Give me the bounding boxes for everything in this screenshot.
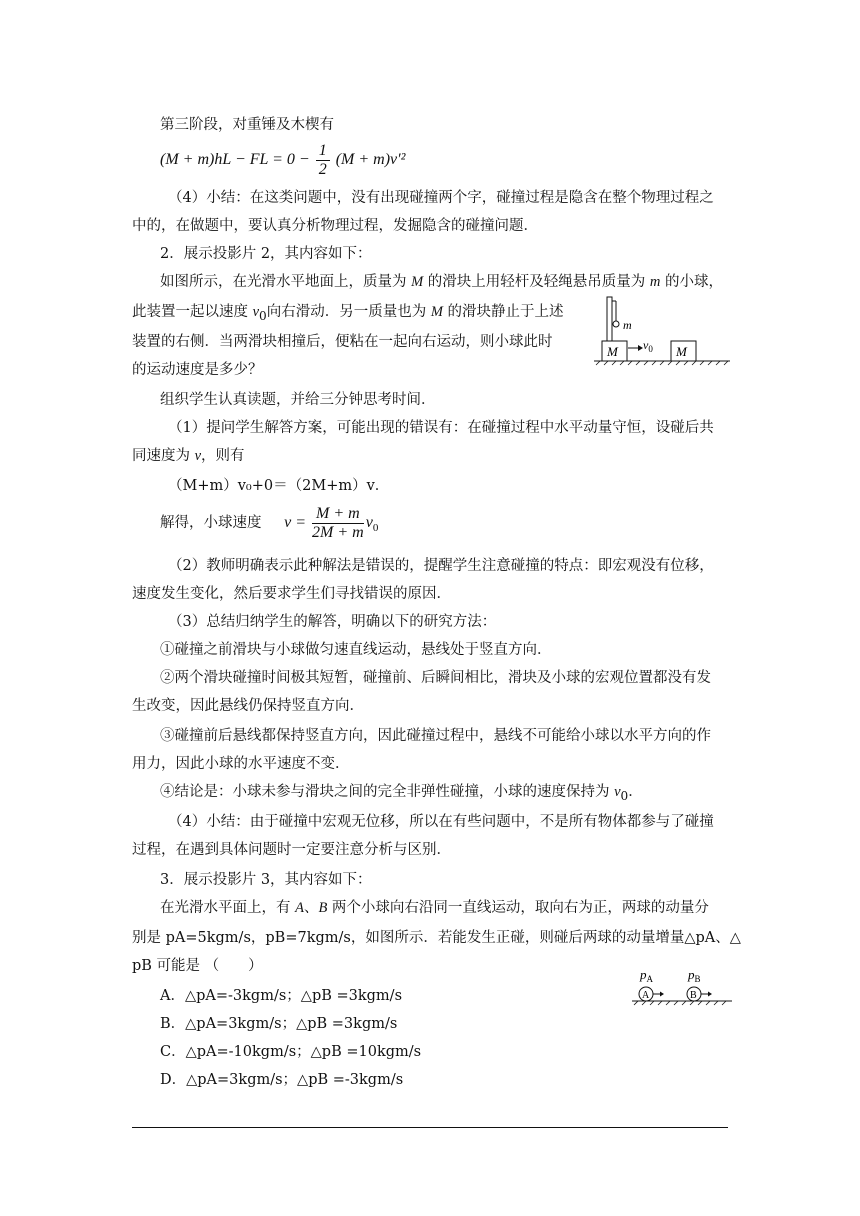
fraction-denominator: 2M + m [312, 523, 364, 541]
fraction-numerator: M + m [312, 505, 364, 524]
list-item: 生改变，因此悬线仍保持竖直方向． [132, 698, 364, 714]
ground-hatch [634, 1001, 726, 1005]
label-m: m [623, 318, 632, 332]
sliders-diagram [592, 295, 732, 373]
symbol-B: B [318, 900, 328, 916]
label-M-left: M [607, 344, 618, 359]
option-b: B．△pA=3kgm/s；△pB =3kgm/s [160, 1016, 398, 1032]
label-v0: $v_0$ [643, 338, 653, 354]
equation-lhs: (M + m)hL − FL = 0 − [160, 151, 310, 168]
paragraph: 第三阶段，对重锤及木楔有 [160, 117, 334, 133]
symbol-m: m [649, 274, 661, 290]
symbol-v: v [614, 784, 621, 800]
text-run: ④结论是：小球未参与滑块之间的完全非弹性碰撞，小球的速度保持为 [160, 784, 615, 800]
text-run: 向右滑动．另一质量也为 [266, 304, 431, 320]
rod [607, 297, 612, 341]
text-run: 如图所示，在光滑水平地面上，质量为 [160, 274, 412, 290]
text-run: 在光滑水平面上，有 [160, 900, 296, 916]
equation-speed [284, 504, 379, 541]
paragraph: （4）小结：在这类问题中，没有出现碰撞两个字，碰撞过程是隐含在整个物理过程之 [168, 190, 714, 206]
fraction-numerator: 1 [316, 142, 330, 161]
label-pB: $p_B$ [688, 967, 701, 984]
paragraph [160, 272, 723, 292]
paragraph: （4）小结：由于碰撞中宏观无位移，所以在有些问题中，不是所有物体都参与了碰撞 [168, 814, 714, 830]
paragraph: （3）总结归纳学生的解答，明确以下的研究方法： [168, 614, 497, 630]
option-a: A．△pA=-3kgm/s；△pB =3kgm/s [160, 988, 403, 1004]
fraction [316, 142, 330, 179]
arrow-b-head [708, 992, 712, 997]
subscript: 0 [620, 788, 629, 803]
equation-energy [160, 140, 405, 180]
paragraph [132, 446, 245, 466]
text-run: 的小球， [660, 274, 724, 290]
arrow-a-head [660, 992, 664, 997]
paragraph [132, 302, 564, 326]
label-M-right: M [676, 344, 687, 359]
paragraph: 2．展示投影片 2，其内容如下： [160, 246, 372, 262]
list-item: ③碰撞前后悬线都保持竖直方向，因此碰撞过程中，悬线不可能给小球以水平方向的作 [160, 728, 711, 744]
text-run: 的滑块静止于上述 [442, 304, 564, 320]
text-run: 解得，小球速度 [160, 515, 262, 531]
option-c: C．△pA=-10kgm/s；△pB =10kgm/s [160, 1044, 422, 1060]
paragraph [160, 898, 709, 918]
fraction-denominator: 2 [318, 160, 327, 178]
list-item: ②两个滑块碰撞时间极其短暂，碰撞前、后瞬间相比，滑块及小球的宏观位置都没有发 [160, 670, 711, 686]
paragraph: pB 可能是 （ ） [132, 958, 263, 974]
ball-b-label: B [690, 990, 697, 1001]
text-run: ，则有 [201, 448, 245, 464]
symbol-M: M [430, 304, 443, 320]
list-item [160, 782, 643, 806]
balls-diagram [630, 966, 734, 1012]
paragraph: （1）提问学生解答方案，可能出现的错误有：在碰撞过程中水平动量守恒，设碰后共 [168, 420, 714, 436]
solution-line [160, 503, 378, 543]
paragraph: （2）教师明确表示此种解法是错误的，提醒学生注意碰撞的特点：即宏观没有位移， [168, 558, 714, 574]
paragraph: 装置的右侧．当两滑块相撞后，便粘在一起向右运动，则小球此时 [132, 334, 553, 350]
equation-momentum: （M+m）v₀+0＝（2M+m）v． [168, 478, 390, 494]
list-item: 用力，因此小球的水平速度不变． [132, 756, 350, 772]
footer-rule [132, 1127, 728, 1128]
paragraph: 中的，在做题中，要认真分析物理过程，发掘隐含的碰撞问题． [132, 218, 538, 234]
equation-lhs: v = [284, 514, 307, 531]
option-d: D．△pA=3kgm/s；△pB =-3kgm/s [160, 1072, 404, 1088]
paragraph: 的运动速度是多少？ [132, 362, 263, 378]
paragraph: 过程，在遇到具体问题时一定要注意分析与区别． [132, 842, 451, 858]
text-run: 、 [303, 900, 319, 916]
symbol-M: M [411, 274, 424, 290]
paragraph: 速度发生变化，然后要求学生们寻找错误的原因． [132, 586, 451, 602]
paragraph: 别是 pA=5kgm/s，pB=7kgm/s，如图所示．若能发生正碰，则碰后两球的动量增量△pA、△ [132, 930, 741, 946]
paragraph: 组织学生认真读题，并给三分钟思考时间． [160, 392, 436, 408]
list-item: ①碰撞之前滑块与小球做匀速直线运动，悬线处于竖直方向． [160, 642, 552, 658]
symbol-v: v [252, 304, 260, 320]
fraction [312, 505, 364, 542]
paragraph: 3．展示投影片 3，其内容如下： [160, 872, 372, 888]
label-pA: $p_A$ [640, 967, 653, 984]
text-run: 的滑块上用轻杆及轻绳悬吊质量为 [423, 274, 650, 290]
ground-hatch [596, 361, 728, 365]
text-run: ． [628, 784, 643, 800]
text-run: 两个小球向右沿同一直线运动，取向右为正，两球的动量分 [327, 900, 709, 916]
symbol-A: A [295, 900, 304, 916]
subscript: 0 [372, 522, 379, 535]
ball-a-label: A [642, 990, 650, 1001]
text-run: 同速度为 [132, 448, 195, 464]
symbol-v: v [365, 514, 373, 531]
small-ball [613, 321, 619, 327]
text-run: 此装置一起以速度 [132, 304, 253, 320]
equation-rhs: (M + m)v′² [335, 151, 406, 168]
symbol-v: v [194, 448, 202, 464]
subscript: 0 [259, 308, 267, 323]
